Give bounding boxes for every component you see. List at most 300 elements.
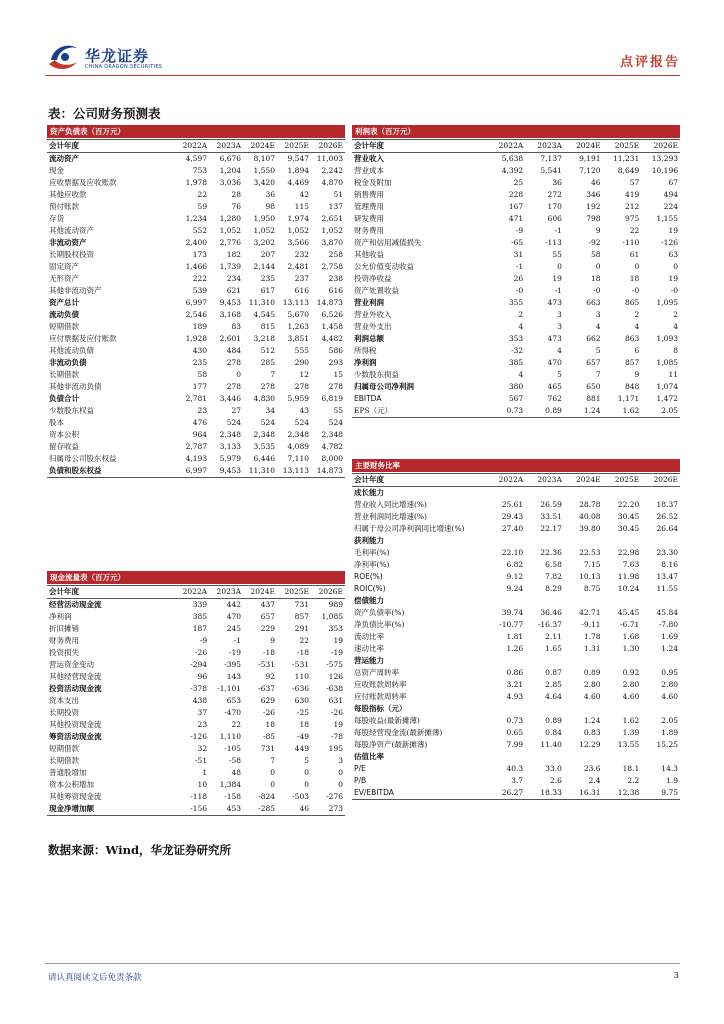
year-2024e: 2024E	[243, 140, 277, 153]
row-label: 财务费用	[354, 226, 384, 235]
cell-value: 385	[508, 358, 524, 367]
cell-value: 3,851	[287, 334, 309, 343]
row-label: 研发费用	[354, 214, 384, 223]
cell-value: 2,601	[219, 334, 242, 343]
cell-value: 3	[595, 310, 601, 319]
cell-value: 170	[547, 202, 562, 211]
row-label: 流动资产	[49, 154, 79, 163]
cell-value: 4	[673, 322, 678, 331]
cell-value: 662	[586, 334, 601, 343]
cell-value: 2,758	[321, 262, 343, 271]
cell-value: 37	[197, 708, 208, 717]
cell-value: 13,293	[651, 154, 678, 163]
cell-value: 28.78	[579, 500, 601, 509]
cell-value: 1.26	[506, 644, 524, 653]
cell-value: 629	[260, 696, 276, 705]
cell-value: 865	[624, 298, 640, 307]
section-row	[352, 535, 680, 547]
section-row	[352, 381, 680, 393]
cell-value: 55	[552, 250, 562, 259]
cell-value: 1,234	[185, 214, 208, 223]
cell-value: 1	[202, 768, 208, 777]
cell-value: 4.60	[583, 692, 601, 701]
table-row	[47, 249, 345, 261]
cell-value: 473	[547, 334, 562, 343]
cell-value: 6,997	[185, 298, 208, 307]
cell-value: 4	[595, 322, 601, 331]
disclaimer-link[interactable]: 请认真阅读文后免责条款	[48, 973, 142, 983]
cell-value: 1.62	[622, 716, 640, 725]
cell-value: 5,959	[287, 394, 309, 403]
cell-value	[564, 655, 603, 667]
cell-value: 524	[260, 418, 276, 427]
cell-value: 92	[265, 672, 276, 681]
cell-value: 3	[557, 322, 562, 331]
table-row	[47, 165, 345, 177]
table-row	[352, 369, 680, 381]
table-row	[47, 791, 345, 803]
cell-value: 98	[265, 202, 276, 211]
row-label: 其他筹资现金流	[49, 792, 102, 801]
cell-value: 34	[265, 406, 276, 415]
cell-value: 0	[557, 262, 562, 271]
cell-value	[641, 751, 680, 763]
cell-value: 1.24	[564, 405, 603, 418]
cell-value: 3,446	[219, 394, 242, 403]
cell-value: 0.89	[545, 716, 562, 725]
table-row	[47, 405, 345, 417]
cell-value: 13.47	[656, 572, 678, 581]
cell-value: 631	[328, 696, 343, 705]
cell-value: 5,670	[287, 310, 309, 319]
cell-value: 385	[192, 612, 208, 621]
cell-value: 3.7	[511, 776, 524, 785]
cell-value: 11	[668, 370, 678, 379]
cell-value: -470	[224, 708, 242, 717]
cell-value: 42	[299, 190, 309, 199]
cell-value: 29.43	[501, 512, 524, 521]
cell-value: 6,676	[219, 154, 242, 163]
cell-value: 4.93	[506, 692, 524, 701]
cell-value: 232	[294, 250, 309, 259]
year-2026e: 2026E	[311, 586, 345, 599]
row-label: 其他流动资产	[49, 226, 94, 235]
cell-value: 22.10	[501, 548, 524, 557]
table-row	[352, 393, 680, 405]
cell-value: 11.40	[540, 740, 562, 749]
cell-value: 2.4	[588, 776, 601, 785]
table-row	[352, 321, 680, 333]
cell-value: 3.21	[506, 680, 524, 689]
cell-value: 235	[192, 358, 208, 367]
cell-value: 7,120	[579, 166, 601, 175]
cell-value: 11.98	[617, 572, 640, 581]
cell-value: 4	[634, 322, 640, 331]
cell-value: 1,280	[219, 214, 242, 223]
cell-value: 258	[328, 250, 343, 259]
cell-value	[603, 535, 642, 547]
cell-value: 5	[557, 370, 562, 379]
cell-value: 9,453	[219, 298, 242, 307]
cell-value: 2,546	[185, 310, 208, 319]
cell-value	[641, 595, 680, 607]
row-label: EPS（元）	[352, 405, 486, 418]
row-label: 负债和股东权益	[47, 465, 175, 478]
cell-value: -25	[296, 708, 309, 717]
cell-value: 15	[333, 370, 343, 379]
cell-value: 26.59	[540, 500, 562, 509]
cell-value: 1,052	[321, 226, 343, 235]
year-2023a: 2023A	[209, 586, 243, 599]
cell-value: 3	[338, 756, 343, 765]
header-label: 会计年度	[47, 140, 175, 153]
cell-value: 4,870	[321, 178, 343, 187]
cash-flow-table	[47, 571, 345, 816]
cell-value: 975	[624, 214, 640, 223]
cell-value: 23	[197, 720, 208, 729]
cell-value: 7	[595, 370, 601, 379]
cell-value: 173	[192, 250, 208, 259]
cell-value: 45.84	[656, 608, 678, 617]
row-label: 归属于母公司净利润同比增速(%)	[354, 524, 465, 533]
cell-value: 476	[192, 418, 208, 427]
cell-value: 7	[270, 756, 276, 765]
cell-value: -1	[554, 286, 562, 295]
cell-value	[564, 595, 603, 607]
cell-value	[564, 703, 603, 715]
cell-value: 6.58	[545, 560, 562, 569]
cell-value: 617	[260, 286, 276, 295]
cell-value: 0.89	[583, 668, 601, 677]
section-row	[47, 297, 345, 309]
cell-value: 2,481	[287, 262, 309, 271]
cell-value: 1.89	[661, 728, 678, 737]
cell-value: 229	[260, 624, 276, 633]
cell-value: -9	[199, 636, 208, 645]
year-2023a: 2023A	[525, 140, 564, 153]
cell-value: 4	[518, 322, 524, 331]
cell-value: 437	[260, 600, 276, 609]
section-row	[352, 357, 680, 369]
cell-value: 16.31	[564, 787, 603, 800]
row-label: ROE(%)	[354, 572, 383, 581]
cell-value: 48	[231, 768, 242, 777]
table-row	[352, 691, 680, 703]
cell-value: 753	[192, 166, 208, 175]
cell-value: -824	[258, 792, 276, 801]
cell-value: 7.63	[622, 560, 640, 569]
section-row	[47, 309, 345, 321]
row-label: 营业成本	[354, 166, 384, 175]
cell-value: 3,168	[219, 310, 242, 319]
cell-value: 13.55	[617, 740, 640, 749]
cell-value: -1,101	[217, 684, 242, 693]
row-label: 长期借款	[49, 370, 79, 379]
cell-value: -156	[175, 803, 209, 816]
row-label: 折旧摊销	[49, 624, 79, 633]
cell-value: 182	[226, 250, 242, 259]
cell-value: 7.15	[583, 560, 601, 569]
cell-value: 8,000	[321, 454, 343, 463]
cell-value: 1.62	[603, 405, 642, 418]
cell-value: 291	[294, 624, 309, 633]
table-row	[47, 453, 345, 465]
cell-value: 67	[668, 178, 678, 187]
row-label: 营业利润	[354, 298, 384, 307]
table-row	[352, 405, 680, 418]
table-row	[352, 559, 680, 571]
cell-value: 353	[328, 624, 343, 633]
row-label: 资本公积	[49, 430, 79, 439]
cell-value: -637	[258, 684, 276, 693]
header-divider	[45, 75, 680, 76]
cell-value: 40.08	[579, 512, 601, 521]
cell-value: -19	[228, 648, 242, 657]
cell-value: 616	[294, 286, 309, 295]
row-label: 资本支出	[49, 696, 79, 705]
cell-value: 1,739	[219, 262, 242, 271]
row-label: 非流动负债	[49, 358, 87, 367]
row-label: 营业收入同比增速(%)	[354, 500, 427, 509]
row-label: 毛利率(%)	[354, 548, 390, 557]
cell-value: 339	[192, 600, 208, 609]
row-label: 归属母公司净利润	[354, 382, 414, 391]
cell-value: 235	[260, 274, 276, 283]
cell-value: 1.30	[622, 644, 640, 653]
page-header	[45, 40, 680, 75]
cell-value: 524	[294, 418, 309, 427]
cell-value: 4,469	[287, 178, 309, 187]
row-label: 投资净收益	[354, 274, 392, 283]
cell-value: 22.20	[617, 500, 640, 509]
row-label: 长期借款	[49, 756, 79, 765]
cell-value: 2,348	[287, 430, 309, 439]
cell-value: 9.12	[506, 572, 524, 581]
cell-value: 3,036	[219, 178, 242, 187]
cell-value: 143	[226, 672, 242, 681]
year-2022a: 2022A	[175, 586, 209, 599]
cell-value: -7.80	[658, 620, 678, 629]
cell-value: 76	[231, 202, 242, 211]
cell-value: 9,191	[579, 154, 601, 163]
cell-value: 22	[231, 720, 242, 729]
table-row	[352, 643, 680, 655]
cell-value: 18.33	[525, 787, 564, 800]
cell-value: 1,052	[287, 226, 309, 235]
cell-value: 59	[197, 202, 208, 211]
table-row	[352, 309, 680, 321]
cell-value: 28	[231, 190, 242, 199]
cell-value: 1,171	[617, 394, 640, 403]
table-row	[47, 345, 345, 357]
row-label: 每股净资产(最新摊薄)	[354, 740, 428, 749]
cell-value: 1.9	[666, 776, 678, 785]
section-title: 主要财务比率	[352, 459, 680, 472]
cell-value: 552	[192, 226, 208, 235]
cell-value: 1,085	[656, 358, 678, 367]
cell-value: 1,155	[656, 214, 678, 223]
row-label: 其他投资现金流	[49, 720, 102, 729]
row-label: P/B	[354, 776, 367, 785]
section-title: 资产负债表（百万元）	[47, 125, 345, 138]
cell-value: -10.77	[499, 620, 524, 629]
cell-value: 6,819	[321, 394, 343, 403]
cell-value: 555	[294, 346, 309, 355]
cell-value: -65	[511, 238, 524, 247]
table-row	[47, 369, 345, 381]
cell-value: -395	[224, 660, 242, 669]
cell-value: 115	[294, 202, 309, 211]
cell-value: -126	[190, 732, 208, 741]
section-row	[47, 357, 345, 369]
cell-value: 798	[586, 214, 601, 223]
section-title: 利润表（百万元）	[352, 125, 680, 138]
cell-value: 4,782	[321, 442, 343, 451]
cell-value: 2.05	[641, 405, 680, 418]
cell-value: 0	[236, 370, 242, 379]
row-label: 利润总额	[354, 334, 384, 343]
cell-value: 19	[333, 720, 343, 729]
header-label: 会计年度	[352, 474, 486, 487]
cell-value: 863	[624, 334, 640, 343]
row-label: 资产负债率(%)	[354, 608, 405, 617]
table-row	[352, 285, 680, 297]
cell-value: 290	[294, 358, 309, 367]
cell-value: 33.51	[540, 512, 562, 521]
cell-value: 5	[595, 346, 601, 355]
cell-value: 285	[260, 358, 276, 367]
cell-value: -575	[326, 660, 343, 669]
cell-value: -110	[622, 238, 640, 247]
cell-value: 58	[197, 370, 208, 379]
cell-value: -16.37	[537, 620, 562, 629]
section-title: 现金流量表（百万元）	[47, 571, 345, 584]
header-row	[352, 474, 680, 487]
cell-value: 1,110	[219, 732, 242, 741]
cell-value: 30.45	[617, 524, 640, 533]
cell-value: 0.65	[506, 728, 524, 737]
row-label: 固定资产	[49, 262, 79, 271]
row-label: 经营活动现金流	[49, 600, 102, 609]
table-row	[47, 189, 345, 201]
row-label: 长期股权投资	[49, 250, 94, 259]
cell-value: 39.80	[579, 524, 601, 533]
cell-value: 187	[192, 624, 208, 633]
cell-value: 2,781	[185, 394, 208, 403]
cell-value: 18	[299, 720, 309, 729]
cell-value: 22.36	[540, 548, 562, 557]
table-row	[47, 611, 345, 623]
row-label: 资产总计	[49, 298, 79, 307]
table-row	[352, 165, 680, 177]
row-label: 资产和信用减值损失	[354, 238, 422, 247]
row-label: P/E	[354, 764, 366, 773]
cell-value: 6,446	[253, 454, 276, 463]
table-row	[352, 607, 680, 619]
cell-value: 4.64	[545, 692, 562, 701]
cell-value: 57	[629, 178, 640, 187]
cell-value: 7	[270, 370, 276, 379]
table-row	[352, 619, 680, 631]
header-label: 会计年度	[47, 586, 175, 599]
cell-value: 2.6	[549, 776, 562, 785]
cell-value	[486, 751, 525, 763]
table-row	[352, 177, 680, 189]
cell-value: 40.3	[506, 764, 524, 773]
table-row	[352, 273, 680, 285]
cell-value: 278	[328, 382, 343, 391]
cell-value: 1,074	[656, 382, 678, 391]
row-label: 净利润	[354, 358, 377, 367]
cell-value: 9	[634, 370, 640, 379]
cell-value: -1	[554, 226, 562, 235]
cell-value: 380	[508, 382, 524, 391]
row-label: 偿债能力	[354, 596, 384, 605]
balance-sheet-table	[47, 125, 345, 478]
row-label: 筹资活动现金流	[49, 732, 102, 741]
table-row	[47, 659, 345, 671]
cell-value	[641, 487, 680, 500]
cell-value: 7.99	[506, 740, 524, 749]
cell-value: 7,110	[287, 454, 309, 463]
year-2022a: 2022A	[175, 140, 209, 153]
row-label: 流动负债	[49, 310, 79, 319]
cell-value: -1	[515, 262, 524, 271]
cell-value: 22	[299, 636, 309, 645]
cell-value: 1.68	[622, 632, 640, 641]
cell-value: 0.95	[661, 668, 678, 677]
cell-value: -531	[258, 660, 276, 669]
cell-value	[486, 487, 525, 500]
data-source: 数据来源：Wind，华龙证券研究所	[48, 843, 231, 857]
section-row	[47, 153, 345, 166]
cell-value: -18	[296, 648, 309, 657]
table-row	[47, 707, 345, 719]
cell-value: 45.45	[617, 608, 640, 617]
cell-value: 228	[508, 190, 524, 199]
row-label: 估值比率	[354, 752, 384, 761]
cell-value: 3,218	[253, 334, 276, 343]
row-label: 营业利润同比增速(%)	[354, 512, 427, 521]
cell-value: 1,458	[321, 322, 343, 331]
cell-value: 19	[552, 274, 562, 283]
cell-value: 881	[586, 394, 601, 403]
cell-value: 1,263	[287, 322, 309, 331]
table-row	[47, 671, 345, 683]
cell-value: -105	[224, 744, 242, 753]
year-2025e: 2025E	[603, 140, 642, 153]
cell-value: 0	[338, 780, 343, 789]
cell-value: 30.45	[617, 512, 640, 521]
table-row	[47, 647, 345, 659]
cell-value: -6.71	[620, 620, 640, 629]
hualong-logo-icon	[45, 40, 81, 74]
cell-value: 9	[270, 636, 276, 645]
cell-value: 539	[192, 286, 208, 295]
cell-value: 22	[197, 190, 208, 199]
footer-divider	[45, 963, 680, 964]
table-row	[352, 213, 680, 225]
row-label: 每股指标（元）	[354, 704, 407, 713]
cell-value: 653	[226, 696, 242, 705]
table-row	[352, 775, 680, 787]
cell-value: 5,638	[501, 154, 524, 163]
cell-value: -636	[292, 684, 309, 693]
section-row	[47, 465, 345, 478]
cell-value	[603, 487, 642, 500]
cell-value: 430	[192, 346, 208, 355]
cell-value: 6	[634, 346, 640, 355]
